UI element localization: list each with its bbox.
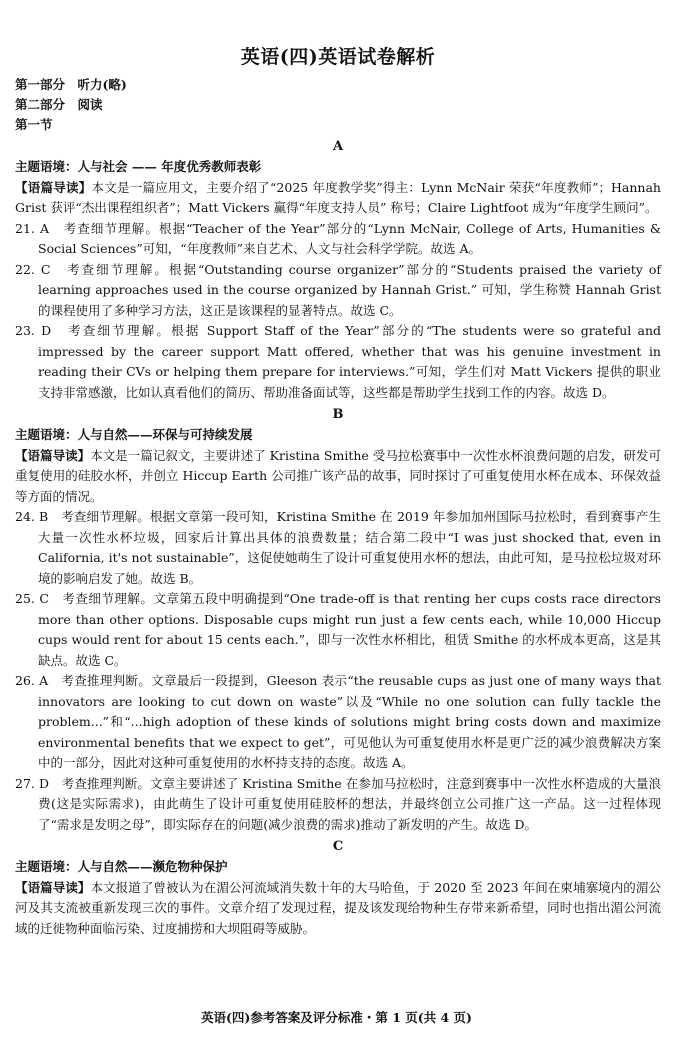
answer-text: 考查细节理解。文章第五段中明确提到“One trade-off is that renting her cups costs race directors more than other options. Disposable cups might run just a few cents each, while 10,000 Hiccup cups would rent for about 15 cents each.”，即与一次性水杯相比，租赁 Smithe 的水杯成本更高，这是其缺点。故选 C。 (38, 591, 661, 668)
answer-number: 26. A (15, 673, 49, 688)
passage-a-guide (15, 178, 661, 219)
guide-label: 【语篇导读】 (15, 447, 91, 463)
passage-b-guide (15, 446, 661, 508)
answer-item (15, 260, 661, 322)
answer-number: 23. D (15, 323, 52, 338)
answer-number: 22. C (15, 261, 51, 277)
answer-number: 24. B (15, 509, 49, 524)
answer-number: 21. A (15, 220, 49, 236)
passage-letter-b: B (332, 407, 344, 422)
part2-heading: 第二部分 阅读 (15, 97, 103, 112)
guide-text: 本文是一篇应用文，主要介绍了“2025 年度教学奖”得主：Lynn McNair 荣获“年度教师”；Hannah Grist 获评“杰出课程组织者”；Matt Vickers 赢得“年度支持人员” 称号；Claire Lightfoot 成为“年度学生顾问”。 (15, 179, 661, 215)
answer-item (15, 321, 661, 403)
answer-item (15, 774, 661, 836)
page-title: 英语(四)英语试卷解析 (240, 46, 436, 68)
answer-item (15, 671, 661, 774)
passage-a-theme: 主题语境：人与社会 —— 年度优秀教师表彰 (15, 159, 262, 174)
guide-text: 本文是一篇记叙文，主要讲述了 Kristina Smithe 受马拉松赛事中一次性水杯浪费问题的启发，研发可重复使用的硅胶水杯，并创立 Hiccup Earth 公司推广该产品的故事，同时探讨了可重复使用水杯在成本、环保效益等方面的情况。 (15, 447, 661, 504)
passage-c-guide (15, 878, 661, 940)
answer-text: 考查推理判断。文章最后一段提到，Gleeson 表示“the reusable cups as just one of many ways that innovators are looking to cut down on waste”以及“While no one solution can fully tackle the problem...”和“...high adoption of these kinds of solutions might bring costs down and maximize environmental benefits that we expect to get”，可见他认为可重复使用水杯是更广泛的减少浪费解决方案中的一部分，因此对这种可重复使用的水杯持支持的态度。故选 A。 (38, 673, 661, 770)
answer-item (15, 507, 661, 589)
answer-text: 考查细节理解。根据“Teacher of the Year”部分的“Lynn McNair, College of Arts, Humanities & Social Sciences”可知，“年度教师”来自艺术、人文与社会科学学院。故选 A。 (38, 220, 661, 256)
guide-label: 【语篇导读】 (15, 879, 91, 895)
answer-item (15, 219, 661, 260)
section1-heading: 第一节 (15, 117, 53, 132)
guide-text: 本文报道了曾被认为在湄公河流域消失数十年的大马哈鱼，于 2020 至 2023 年间在柬埔寨境内的湄公河及其支流被重新发现三次的事件。文章介绍了发现过程，提及该发现给物种生存带来新希望，同时也指出湄公河流域的迁徙物种面临污染、过度捕捞和大坝阻碍等威胁。 (15, 879, 661, 936)
answer-number: 27. D (15, 775, 49, 791)
answer-page (15, 0, 661, 939)
passage-b-theme: 主题语境：人与自然——环保与可持续发展 (15, 427, 253, 442)
answer-text: 考查细节理解。根据文章第一段可知，Kristina Smithe 在 2019 年参加加州国际马拉松时，看到赛事产生大量一次性水杯垃圾，回家后计算出具体的浪费数量；结合第二段中“I was just shocked that, even in California, it's not sustainable”，这促使她萌生了设计可重复使用水杯的想法，由此可知，是马拉松垃圾对环境的影响启发了她。故选 B。 (38, 509, 662, 586)
answer-item (15, 589, 661, 671)
passage-letter-c: C (332, 839, 344, 854)
answer-text: 考查推理判断。文章主要讲述了 Kristina Smithe 在参加马拉松时，注意到赛事中一次性水杯造成的大量浪费(这是实际需求)，由此萌生了设计可重复使用硅胶杯的想法，并最终创立公司推广这一产品。这一过程体现了“需求是发明之母”，即实际存在的问题(减少浪费的需求)推动了新发明的产生。故选 D。 (38, 775, 661, 832)
answer-number: 25. C (15, 591, 49, 606)
passage-letter-a: A (332, 139, 344, 154)
answer-text: 考查细节理解。根据 Support Staff of the Year”部分的“The students were so grateful and impressed by the career support Matt offered, whether that was his genuine investment in reading their CVs or helping them prepare for interviews.”可知，学生们对 Matt Vickers 提供的职业支持非常感激，比如认真看他们的简历、帮助准备面试等，这些都是帮助学生找到工作的内容。故选 D。 (38, 323, 661, 400)
part1-heading: 第一部分 听力(略) (15, 77, 127, 92)
page-footer: 英语(四)参考答案及评分标准・第 1 页(共 4 页) (201, 1010, 472, 1025)
answer-text: 考查细节理解。根据“Outstanding course organizer”部分的“Students praised the variety of learning approaches used in the course organized by Hannah Grist.” 可知，学生称赞 Hannah Grist 的课程使用了多种学习方法，这正是该课程的显著特点。故选 C。 (38, 261, 661, 318)
passage-c-theme: 主题语境：人与自然——濒危物种保护 (15, 859, 228, 874)
guide-label: 【语篇导读】 (15, 179, 92, 195)
